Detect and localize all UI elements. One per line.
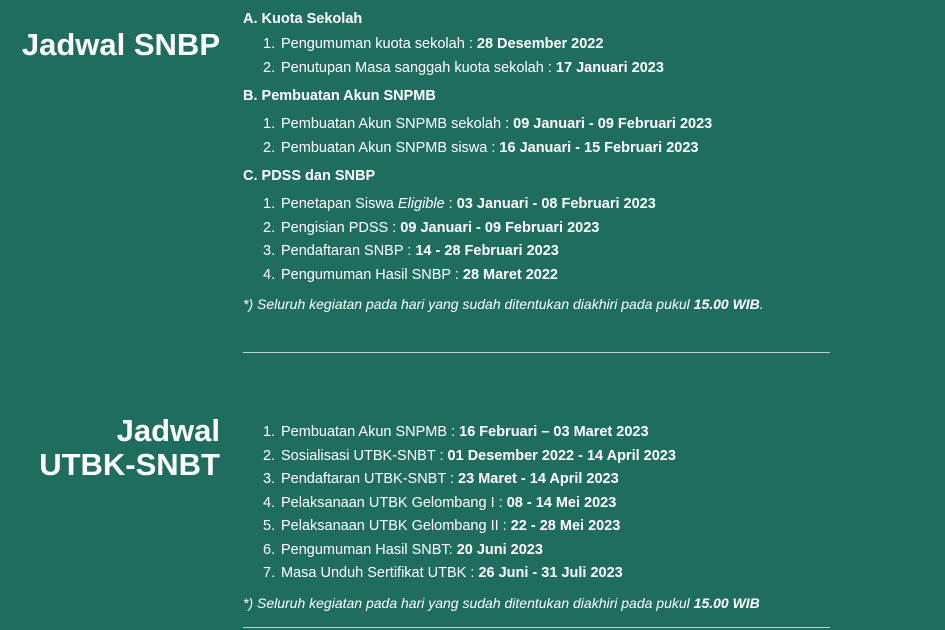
section-title: C. PDSS dan SNBP xyxy=(243,168,376,184)
item-label: Sosialisasi UTBK-SNBT : xyxy=(281,447,448,464)
item-date: 08 - 14 Mei 2023 xyxy=(506,494,617,511)
item-label: Pendaftaran SNBP : xyxy=(281,243,416,259)
item-date: 16 Januari - 15 Februari 2023 xyxy=(499,139,699,156)
footnote-time: 15.00 WIB xyxy=(693,594,760,611)
item-number: 1. xyxy=(263,116,276,132)
section-list xyxy=(243,193,764,287)
item-number: 1. xyxy=(263,424,276,440)
item-date: 26 Juni - 31 Juli 2023 xyxy=(478,565,623,581)
item-label: Pelaksanaan UTBK Gelombang II : xyxy=(281,518,511,534)
item-date: 28 Maret 2022 xyxy=(462,266,558,283)
list-item xyxy=(263,113,764,137)
section-divider xyxy=(243,627,830,628)
item-label: Pembuatan Akun SNPMB : xyxy=(281,424,460,440)
item-date: 01 Desember 2022 - 14 April 2023 xyxy=(447,447,676,464)
footnote-time: 15.00 WIB xyxy=(693,296,760,312)
item-label: Pengumuman Hasil SNBP : xyxy=(281,266,463,283)
item-label: Pendaftaran UTBK-SNBT : xyxy=(281,471,459,487)
utbk-heading-line2: UTBK-SNBT xyxy=(39,447,220,482)
item-label: Penetapan Siswa xyxy=(281,196,398,212)
item-label: Pembuatan Akun SNPMB siswa : xyxy=(281,139,500,156)
footnote-end: . xyxy=(759,296,764,312)
item-number: 2. xyxy=(263,447,276,464)
section-list xyxy=(243,113,764,160)
item-date: 16 Februari – 03 Maret 2023 xyxy=(459,424,649,440)
item-date: 23 Maret - 14 April 2023 xyxy=(458,471,619,487)
item-date: 03 Januari - 08 Februari 2023 xyxy=(456,196,656,212)
footnote-text: *) Seluruh kegiatan pada hari yang sudah ditentukan diakhiri pada pukul xyxy=(243,594,694,611)
snbp-schedule xyxy=(243,8,764,317)
item-label-separator: : xyxy=(444,196,457,212)
item-number: 4. xyxy=(263,494,276,511)
item-label: Masa Unduh Sertifikat UTBK : xyxy=(281,565,479,581)
item-number: 3. xyxy=(263,243,276,259)
item-label: Pelaksanaan UTBK Gelombang I : xyxy=(281,494,507,511)
utbk-schedule xyxy=(243,421,760,616)
item-date: 09 Januari - 09 Februari 2023 xyxy=(513,116,713,132)
utbk-heading-line1: Jadwal xyxy=(116,413,220,448)
item-number: 2. xyxy=(263,219,276,236)
snbp-footnote xyxy=(243,291,764,317)
item-number: 4. xyxy=(263,266,276,283)
item-date: 22 - 28 Mei 2023 xyxy=(510,518,621,534)
section-title: B. Pembuatan Akun SNPMB xyxy=(243,88,436,104)
item-date: 17 Januari 2023 xyxy=(555,59,664,76)
utbk-footnote xyxy=(243,590,760,616)
item-label: Pembuatan Akun SNPMB sekolah : xyxy=(281,116,514,132)
item-number: 3. xyxy=(263,471,276,487)
item-number: 2. xyxy=(263,139,276,156)
item-date: 20 Juni 2023 xyxy=(456,541,543,558)
list-item xyxy=(263,468,760,492)
item-label: Pengumuman Hasil SNBT: xyxy=(281,541,457,558)
item-number: 1. xyxy=(263,196,276,212)
list-item xyxy=(263,445,760,469)
item-date: 28 Desember 2022 xyxy=(476,36,604,52)
utbk-heading xyxy=(39,414,220,482)
list-item xyxy=(263,539,760,563)
list-item xyxy=(263,217,764,241)
item-label: Pengumuman kuota sekolah : xyxy=(281,36,477,52)
list-item xyxy=(263,240,764,264)
item-date: 09 Januari - 09 Februari 2023 xyxy=(400,219,600,236)
item-number: 7. xyxy=(263,565,276,581)
list-item xyxy=(263,562,760,586)
section-title: A. Kuota Sekolah xyxy=(243,11,363,27)
item-label: Penutupan Masa sanggah kuota sekolah : xyxy=(281,59,556,76)
section-list xyxy=(243,33,764,80)
list-item xyxy=(263,492,760,516)
item-number: 6. xyxy=(263,541,276,558)
list-item xyxy=(263,137,764,161)
item-number: 5. xyxy=(263,518,276,534)
list-item xyxy=(263,57,764,81)
item-date: 14 - 28 Februari 2023 xyxy=(415,243,559,259)
item-label-italic: Eligible xyxy=(397,196,445,212)
list-item xyxy=(263,33,764,57)
list-item xyxy=(263,421,760,445)
list-item xyxy=(263,193,764,217)
section-divider xyxy=(243,352,830,353)
list-item xyxy=(263,515,760,539)
item-label: Pengisian PDSS : xyxy=(281,219,401,236)
snbp-heading: Jadwal SNBP xyxy=(21,27,220,62)
footnote-text: *) Seluruh kegiatan pada hari yang sudah ditentukan diakhiri pada pukul xyxy=(243,296,694,312)
utbk-list xyxy=(243,421,760,586)
list-item xyxy=(263,264,764,288)
item-number: 1. xyxy=(263,36,276,52)
item-number: 2. xyxy=(263,59,276,76)
